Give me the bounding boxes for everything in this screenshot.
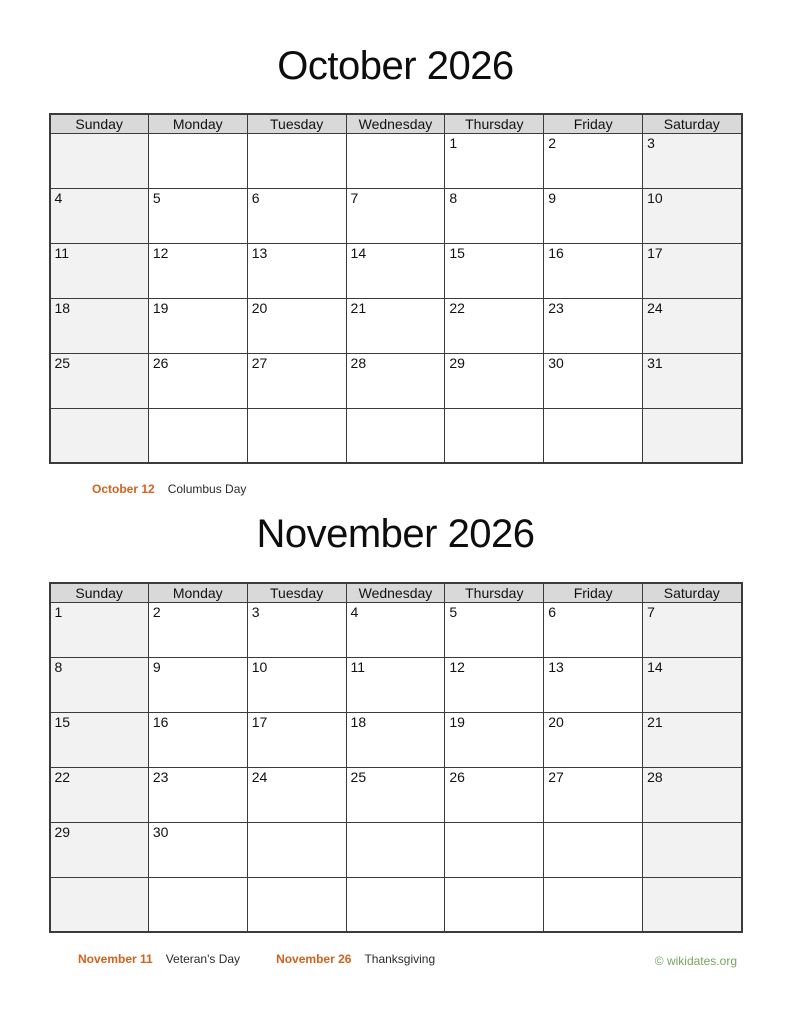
day-cell-empty bbox=[50, 133, 149, 188]
day-cell-empty bbox=[544, 408, 643, 463]
day-cell-27: 27 bbox=[544, 767, 643, 822]
day-cell-4: 4 bbox=[50, 188, 149, 243]
calendar-table bbox=[49, 582, 743, 933]
day-cell-3: 3 bbox=[247, 602, 346, 657]
day-cell-5: 5 bbox=[148, 188, 247, 243]
holiday-name: Thanksgiving bbox=[364, 952, 436, 966]
day-cell-15: 15 bbox=[445, 243, 544, 298]
month-november-2026 bbox=[0, 512, 791, 966]
day-cell-23: 23 bbox=[544, 298, 643, 353]
day-cell-30: 30 bbox=[148, 822, 247, 877]
day-cell-27: 27 bbox=[247, 353, 346, 408]
week-row bbox=[50, 298, 742, 353]
day-header-friday: Friday bbox=[544, 114, 643, 133]
day-cell-26: 26 bbox=[148, 353, 247, 408]
day-cell-22: 22 bbox=[50, 767, 149, 822]
day-cell-15: 15 bbox=[50, 712, 149, 767]
month-title: October 2026 bbox=[277, 44, 514, 88]
calendar-table bbox=[49, 113, 743, 464]
day-header-thursday: Thursday bbox=[445, 583, 544, 602]
day-cell-6: 6 bbox=[544, 602, 643, 657]
day-cell-26: 26 bbox=[445, 767, 544, 822]
day-header-sunday: Sunday bbox=[50, 583, 149, 602]
copyright-text: © wikidates.org bbox=[654, 954, 737, 968]
week-row bbox=[50, 767, 742, 822]
day-header-saturday: Saturday bbox=[643, 114, 742, 133]
holiday-note bbox=[92, 482, 246, 496]
day-cell-empty bbox=[346, 408, 445, 463]
day-cell-empty bbox=[247, 133, 346, 188]
day-cell-empty bbox=[148, 408, 247, 463]
day-cell-14: 14 bbox=[643, 657, 742, 712]
day-cell-20: 20 bbox=[544, 712, 643, 767]
day-cell-8: 8 bbox=[445, 188, 544, 243]
day-cell-5: 5 bbox=[445, 602, 544, 657]
day-cell-2: 2 bbox=[148, 602, 247, 657]
day-cell-1: 1 bbox=[50, 602, 149, 657]
day-cell-empty bbox=[445, 877, 544, 932]
day-cell-12: 12 bbox=[148, 243, 247, 298]
day-cell-empty bbox=[247, 877, 346, 932]
day-cell-9: 9 bbox=[544, 188, 643, 243]
day-cell-empty bbox=[643, 877, 742, 932]
day-cell-23: 23 bbox=[148, 767, 247, 822]
day-cell-11: 11 bbox=[346, 657, 445, 712]
day-cell-10: 10 bbox=[247, 657, 346, 712]
day-header-monday: Monday bbox=[148, 583, 247, 602]
day-cell-14: 14 bbox=[346, 243, 445, 298]
day-cell-29: 29 bbox=[445, 353, 544, 408]
week-row bbox=[50, 133, 742, 188]
day-cell-12: 12 bbox=[445, 657, 544, 712]
day-cell-10: 10 bbox=[643, 188, 742, 243]
holiday-date: November 11 bbox=[78, 952, 153, 966]
day-cell-18: 18 bbox=[346, 712, 445, 767]
day-cell-11: 11 bbox=[50, 243, 149, 298]
day-cell-16: 16 bbox=[544, 243, 643, 298]
week-row bbox=[50, 408, 742, 463]
day-cell-29: 29 bbox=[50, 822, 149, 877]
day-cell-25: 25 bbox=[346, 767, 445, 822]
day-cell-8: 8 bbox=[50, 657, 149, 712]
day-header-wednesday: Wednesday bbox=[346, 583, 445, 602]
day-cell-7: 7 bbox=[643, 602, 742, 657]
holiday-name: Columbus Day bbox=[167, 482, 247, 496]
day-cell-20: 20 bbox=[247, 298, 346, 353]
day-header-saturday: Saturday bbox=[643, 583, 742, 602]
calendar-body bbox=[50, 133, 742, 463]
holiday-note bbox=[78, 952, 240, 966]
day-cell-25: 25 bbox=[50, 353, 149, 408]
day-cell-empty bbox=[643, 408, 742, 463]
day-cell-13: 13 bbox=[544, 657, 643, 712]
day-cell-empty bbox=[346, 822, 445, 877]
day-cell-9: 9 bbox=[148, 657, 247, 712]
months-container bbox=[0, 44, 791, 966]
day-cell-empty bbox=[346, 877, 445, 932]
day-cell-28: 28 bbox=[643, 767, 742, 822]
day-cell-16: 16 bbox=[148, 712, 247, 767]
day-cell-empty bbox=[643, 822, 742, 877]
week-row bbox=[50, 353, 742, 408]
day-cell-28: 28 bbox=[346, 353, 445, 408]
day-header-tuesday: Tuesday bbox=[247, 583, 346, 602]
day-cell-empty bbox=[148, 877, 247, 932]
day-cell-24: 24 bbox=[247, 767, 346, 822]
day-header-tuesday: Tuesday bbox=[247, 114, 346, 133]
day-cell-7: 7 bbox=[346, 188, 445, 243]
week-row bbox=[50, 657, 742, 712]
calendar-body bbox=[50, 602, 742, 932]
month-title: November 2026 bbox=[256, 512, 535, 556]
day-cell-31: 31 bbox=[643, 353, 742, 408]
weekday-header-row bbox=[50, 114, 742, 133]
holiday-note bbox=[276, 952, 435, 966]
day-cell-13: 13 bbox=[247, 243, 346, 298]
day-header-sunday: Sunday bbox=[50, 114, 149, 133]
day-cell-18: 18 bbox=[50, 298, 149, 353]
week-row bbox=[50, 877, 742, 932]
day-cell-6: 6 bbox=[247, 188, 346, 243]
day-cell-empty bbox=[445, 822, 544, 877]
day-cell-empty bbox=[544, 822, 643, 877]
day-cell-empty bbox=[445, 408, 544, 463]
day-cell-1: 1 bbox=[445, 133, 544, 188]
month-october-2026 bbox=[0, 44, 791, 496]
week-row bbox=[50, 243, 742, 298]
day-cell-17: 17 bbox=[643, 243, 742, 298]
day-cell-empty bbox=[346, 133, 445, 188]
week-row bbox=[50, 188, 742, 243]
day-cell-empty bbox=[247, 822, 346, 877]
holiday-date: November 26 bbox=[276, 952, 352, 966]
day-cell-19: 19 bbox=[445, 712, 544, 767]
day-cell-4: 4 bbox=[346, 602, 445, 657]
day-cell-empty bbox=[50, 877, 149, 932]
day-cell-24: 24 bbox=[643, 298, 742, 353]
week-row bbox=[50, 822, 742, 877]
day-cell-empty bbox=[148, 133, 247, 188]
day-cell-30: 30 bbox=[544, 353, 643, 408]
holiday-date: October 12 bbox=[92, 482, 155, 496]
day-cell-17: 17 bbox=[247, 712, 346, 767]
holiday-name: Veteran's Day bbox=[165, 952, 241, 966]
weekday-header-row bbox=[50, 583, 742, 602]
week-row bbox=[50, 602, 742, 657]
day-header-thursday: Thursday bbox=[445, 114, 544, 133]
day-cell-empty bbox=[247, 408, 346, 463]
day-header-wednesday: Wednesday bbox=[346, 114, 445, 133]
day-header-friday: Friday bbox=[544, 583, 643, 602]
day-cell-2: 2 bbox=[544, 133, 643, 188]
day-cell-21: 21 bbox=[643, 712, 742, 767]
day-cell-22: 22 bbox=[445, 298, 544, 353]
day-header-monday: Monday bbox=[148, 114, 247, 133]
day-cell-21: 21 bbox=[346, 298, 445, 353]
day-cell-empty bbox=[544, 877, 643, 932]
week-row bbox=[50, 712, 742, 767]
day-cell-empty bbox=[50, 408, 149, 463]
day-cell-3: 3 bbox=[643, 133, 742, 188]
day-cell-19: 19 bbox=[148, 298, 247, 353]
holiday-notes bbox=[0, 482, 791, 496]
